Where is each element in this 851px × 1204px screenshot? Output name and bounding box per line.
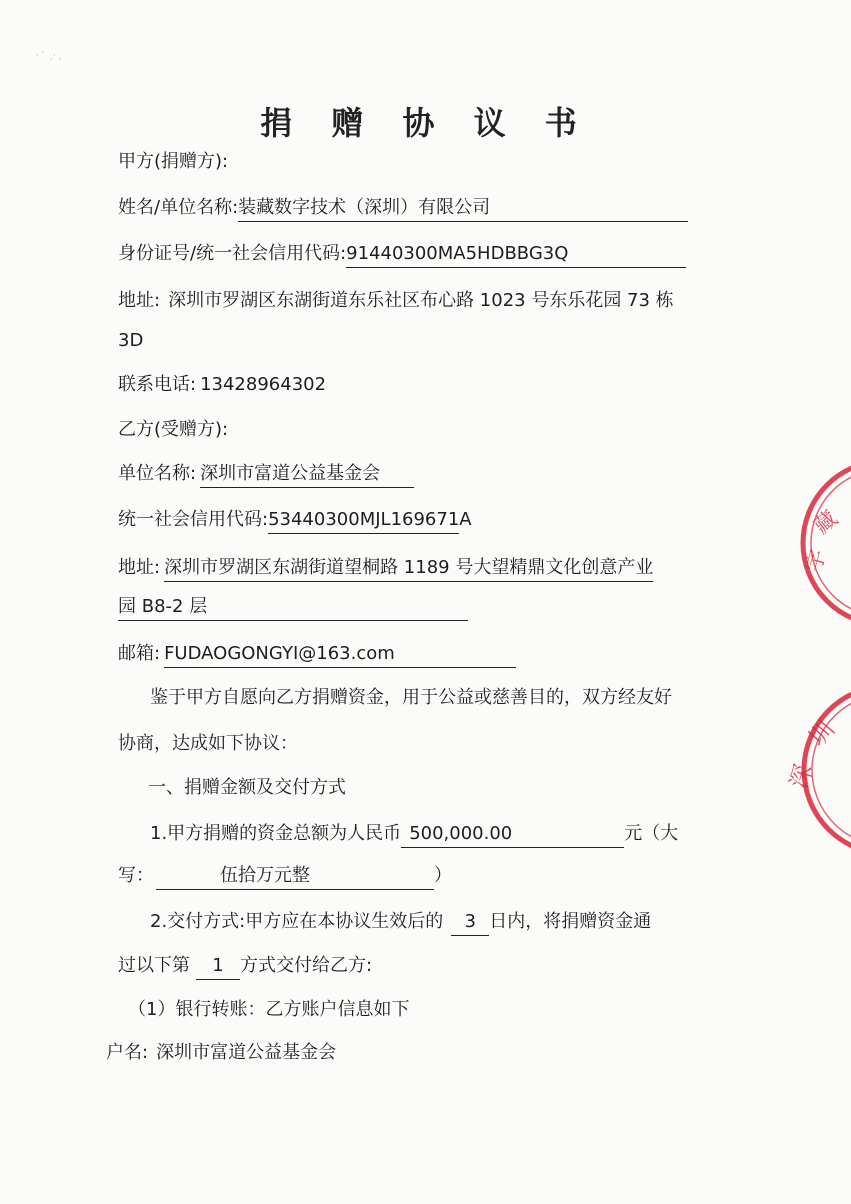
bank-transfer-line: （1）银行转账：乙方账户信息如下 — [128, 999, 410, 1020]
party-a-heading: 甲方(捐赠方): — [118, 151, 229, 172]
clause-2-row — [150, 910, 651, 936]
svg-text:藏: 藏 — [809, 506, 843, 540]
party-a-id-row — [118, 242, 686, 268]
clause-2-prefix: 2.交付方式:甲方应在本协议生效后的 — [150, 911, 444, 932]
party-a-phone-value: 13428964302 — [200, 374, 327, 395]
party-b-address-line2: 园 B8-2 层 — [118, 595, 468, 621]
clause-2-line2-prefix: 过以下第 — [118, 955, 190, 976]
intro-line-1: 鉴于甲方自愿向乙方捐赠资金，用于公益或慈善目的，双方经友好 — [150, 687, 672, 708]
party-a-phone-row — [118, 373, 326, 397]
clause-2-method: 1 — [196, 954, 240, 980]
party-b-name-label: 单位名称: — [118, 463, 197, 484]
clause-1-prefix: 1.甲方捐赠的资金总额为人民币 — [150, 823, 402, 844]
party-b-credit-label: 统一社会信用代码: — [118, 509, 269, 530]
account-name-label: 户名: — [106, 1042, 149, 1063]
clause-1-row — [150, 822, 678, 848]
account-name-value: 深圳市富道公益基金会 — [156, 1042, 337, 1063]
section-1-title: 一、捐赠金额及交付方式 — [148, 777, 346, 798]
party-b-email-label: 邮箱: — [118, 643, 161, 664]
party-b-address-row — [118, 556, 653, 582]
account-name-row — [106, 1041, 336, 1065]
party-a-address-row — [118, 289, 674, 313]
party-a-phone-label: 联系电话: — [118, 374, 197, 395]
clause-1-amount: 500,000.00 — [401, 822, 624, 848]
party-a-address-line2: 3D — [118, 330, 144, 351]
clause-1-upper-label: 写： — [118, 865, 154, 886]
svg-text:字: 字 — [801, 546, 832, 575]
clause-2-line2-suffix: 方式交付给乙方: — [240, 955, 373, 976]
clause-2-suffix: 日内，将捐赠资金通 — [489, 911, 652, 932]
party-a-name-value: 装藏数字技术（深圳）有限公司 — [238, 196, 688, 222]
clause-1-close: ） — [434, 865, 452, 886]
party-a-id-value: 91440300MA5HDBBG3Q — [346, 242, 686, 268]
party-a-name-row — [118, 196, 688, 222]
party-b-heading: 乙方(受赠方): — [118, 419, 229, 440]
party-a-address-label: 地址: — [118, 290, 161, 311]
party-b-name-row — [118, 462, 414, 488]
party-a-address-line1: 深圳市罗湖区东湖街道东乐社区布心路 1023 号东乐花园 73 栋 — [168, 290, 674, 311]
party-b-credit-row — [118, 508, 472, 534]
scan-artifact: ⸱ ˋ ˏ⸱ ˎ — [36, 51, 63, 61]
foundation-seal-stamp — [778, 688, 851, 848]
party-a-id-label: 身份证号/统一社会信用代码: — [118, 243, 347, 264]
party-b-email-value: FUDAOGONGYI@163.com — [164, 642, 516, 668]
svg-text:深: 深 — [784, 761, 819, 792]
party-b-credit-value: 53440300MJL169671A — [268, 508, 459, 534]
clause-1-upper-row — [118, 864, 452, 890]
party-b-address-line1: 深圳市罗湖区东湖街道望桐路 1189 号大望精鼎文化创意产业 — [164, 556, 653, 582]
party-b-address-line2-row — [118, 595, 468, 621]
party-b-name-value: 深圳市富道公益基金会 — [200, 462, 414, 488]
clause-1-suffix: 元（大 — [624, 823, 679, 844]
clause-2-days: 3 — [451, 910, 489, 936]
clause-1-upper-value: 伍拾万元整 — [156, 864, 434, 890]
company-seal-stamp — [780, 455, 851, 630]
party-b-email-row — [118, 642, 516, 668]
party-a-name-label: 姓名/单位名称: — [118, 197, 239, 218]
document-title: 捐 赠 协 议 书 — [260, 104, 591, 142]
clause-2-line-2 — [118, 954, 372, 980]
intro-line-2: 协商，达成如下协议： — [118, 733, 298, 754]
svg-text:圳: 圳 — [803, 715, 841, 752]
party-b-address-label: 地址: — [118, 557, 161, 578]
